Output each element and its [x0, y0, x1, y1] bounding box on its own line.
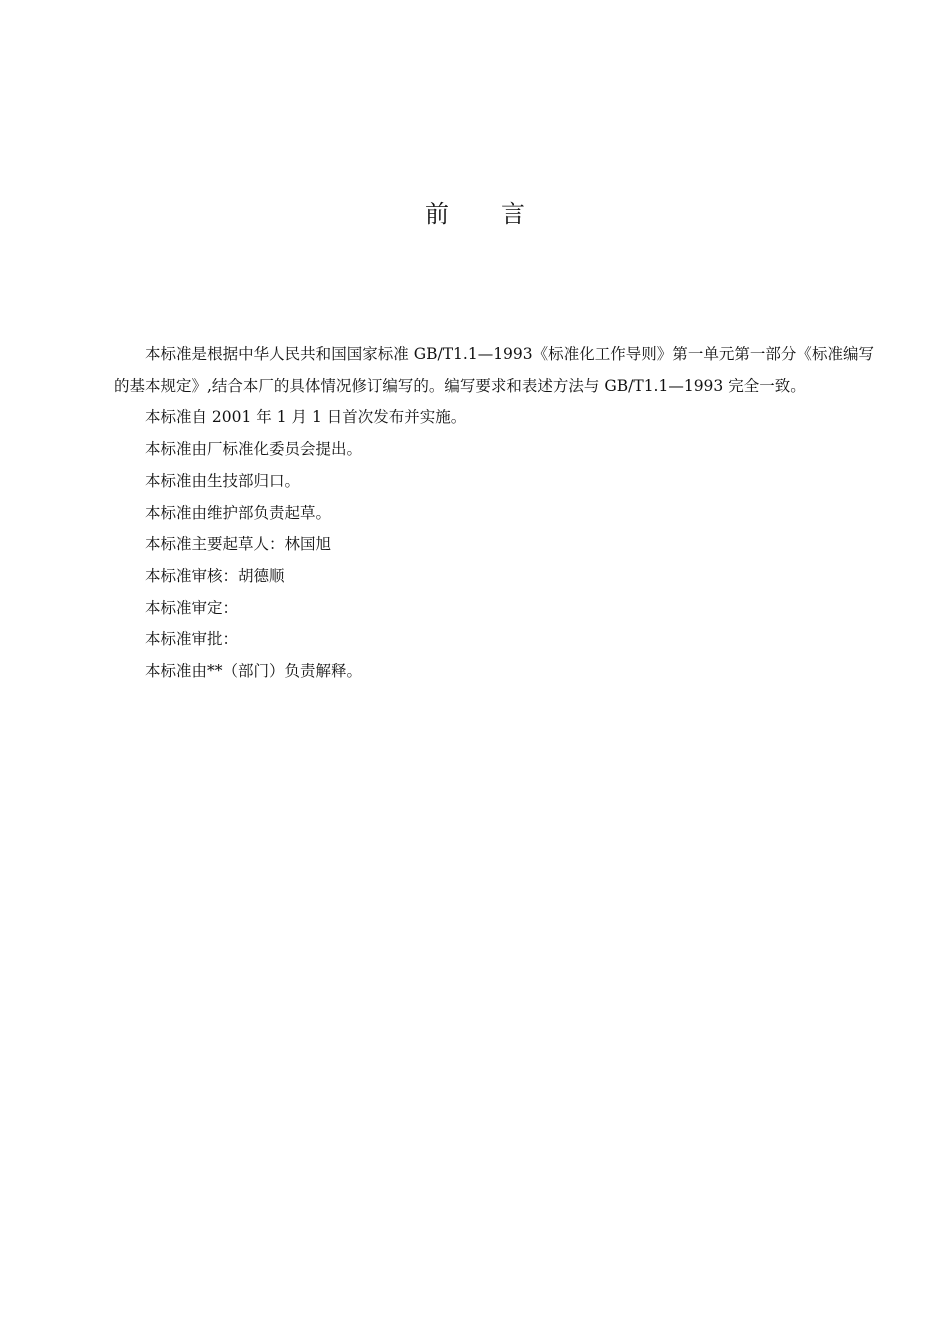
paragraph-approver-check: 本标准审定： [145, 598, 239, 617]
paragraph-main-drafter: 本标准主要起草人：林国旭 [145, 535, 332, 554]
page-title-char-2: 言 [501, 200, 525, 228]
page-title [0, 196, 950, 232]
page-title-char-1: 前 [425, 200, 449, 228]
paragraph-managed-by: 本标准由生技部归口。 [145, 471, 301, 490]
paragraph-approver-final: 本标准审批： [145, 630, 239, 649]
paragraph-reviewer: 本标准审核：胡德顺 [145, 566, 285, 585]
paragraph-drafted-by: 本标准由维护部负责起草。 [145, 503, 332, 522]
paragraph-interpretation: 本标准由**（部门）负责解释。 [145, 662, 363, 681]
paragraph-effective-date: 本标准自 2001 年 1 月 1 日首次发布并实施。 [145, 408, 467, 427]
paragraph-proposed-by: 本标准由厂标准化委员会提出。 [145, 440, 363, 459]
paragraph-basis: 本标准是根据中华人民共和国国家标准 GB/T1.1—1993《标准化工作导则》第一单元第一部分《标准编写的基本规定》,结合本厂的具体情况修订编写的。编写要求和表述方法与 GB/T1.1—1993 完全一致。 [114, 345, 874, 395]
document-body [114, 339, 874, 688]
